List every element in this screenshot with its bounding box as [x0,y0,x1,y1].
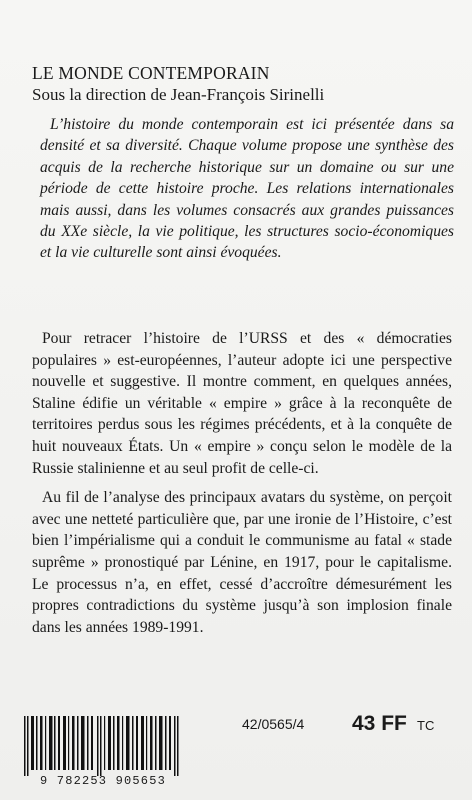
book-summary [32,328,452,646]
barcode-number: 9 782253 905653 [39,774,167,788]
price-suffix: TC [417,718,435,733]
price: 43 FF [352,712,407,735]
barcode-block [18,716,188,796]
series-title: LE MONDE CONTEMPORAIN [32,63,270,83]
series-header [32,62,452,106]
series-director: Sous la direction de Jean-François Sirinelli [32,85,325,104]
reference-code: 42/0565/4 [242,716,305,732]
summary-paragraph: Au fil de l’analyse des principaux avatars du système, on perçoit avec une netteté particulière que, par une ironie de l’Histoire, c’est bien l’impérialisme qui a conduit le communisme au fatal « stade suprême » pronostiqué par Lénine, en 1917, pour le capitalisme. Le processus n’a, en effet, cessé d’accroître démesurément les propres contradictions du système jusqu’à son implosion finale dans les années 1989-1991. [32,489,452,636]
series-description: L’histoire du monde contemporain est ici présentée dans sa densité et sa diversité. Chaque volume propose une synthèse des acquis de la recherche historique sur un domaine ou sur une période de cette histoire proche. Les relations internationales mais aussi, dans les volumes consacrés aux grandes puissances du XXe siècle, la vie politique, les structures socio-économiques et la vie culturelle sont ainsi évoquées. [40,116,454,262]
summary-paragraph: Pour retracer l’histoire de l’URSS et des « démocraties populaires » est-européennes, l’auteur adopte ici une perspective nouvelle et suggestive. Il montre comment, en quelques années, Staline édifie un véritable « empire » grâce à la reconquête de territoires perdus sous les régimes précédents, et à la conquête de huit nouveaux États. Un « empire » conçu selon le modèle de la Russie stalinienne et au seul profit de celle-ci. [32,330,452,477]
barcode-icon [18,716,186,776]
